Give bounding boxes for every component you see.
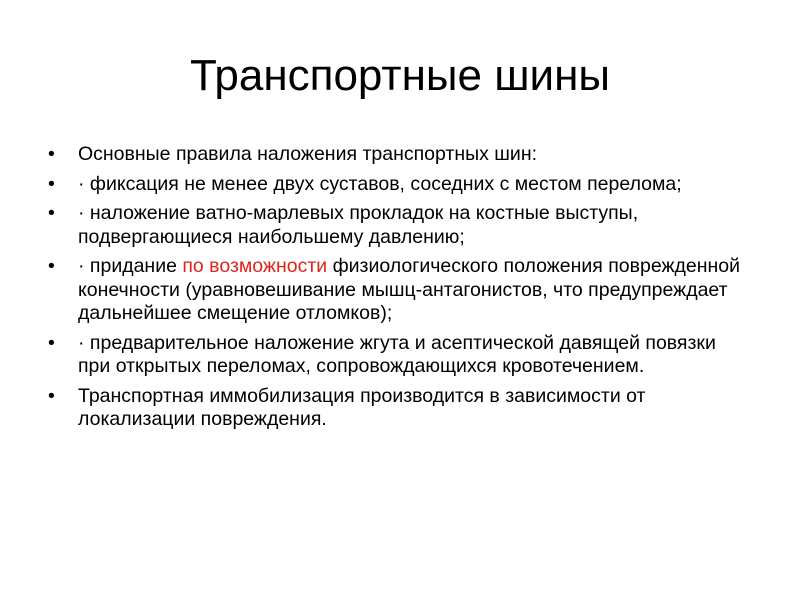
highlighted-text: по возможности [182,255,328,277]
list-item [48,143,748,167]
list-item-text: · предварительное наложение жгута и асептической давящей повязки при открытых переломах, сопровождающихся кровотечением. [78,331,716,377]
list-item [48,202,748,249]
bullet-icon: • [48,255,55,277]
list-item-text: · наложение ватно-марлевых прокладок на костные выступы, подвергающиеся наибольшему давлению; [78,202,639,248]
slide-title: Транспортные шины [189,51,611,100]
list-item-text: Транспортная иммобилизация производится в зависимости от локализации повреждения. [78,384,646,430]
bullet-icon: • [48,384,55,407]
bullet-icon: • [48,143,55,165]
bullet-icon: • [48,172,55,195]
list-item-text: Основные правила наложения транспортных шин: [78,143,538,165]
bullet-icon: • [48,202,55,224]
list-item [48,332,748,379]
list-item-text-before: · придание [78,255,183,277]
list-item [48,173,748,197]
list-item-text-after: физиологического положения поврежденной конечности (уравновешивание мышц-антагонистов, что предупреждает дальнейшее смещение отломков); [78,255,741,324]
list-item [48,255,748,326]
list-item [48,385,748,432]
bullet-icon: • [48,331,55,354]
list-item-text: · фиксация не менее двух суставов, соседних с местом перелома; [78,172,682,195]
bullet-list [48,143,748,438]
